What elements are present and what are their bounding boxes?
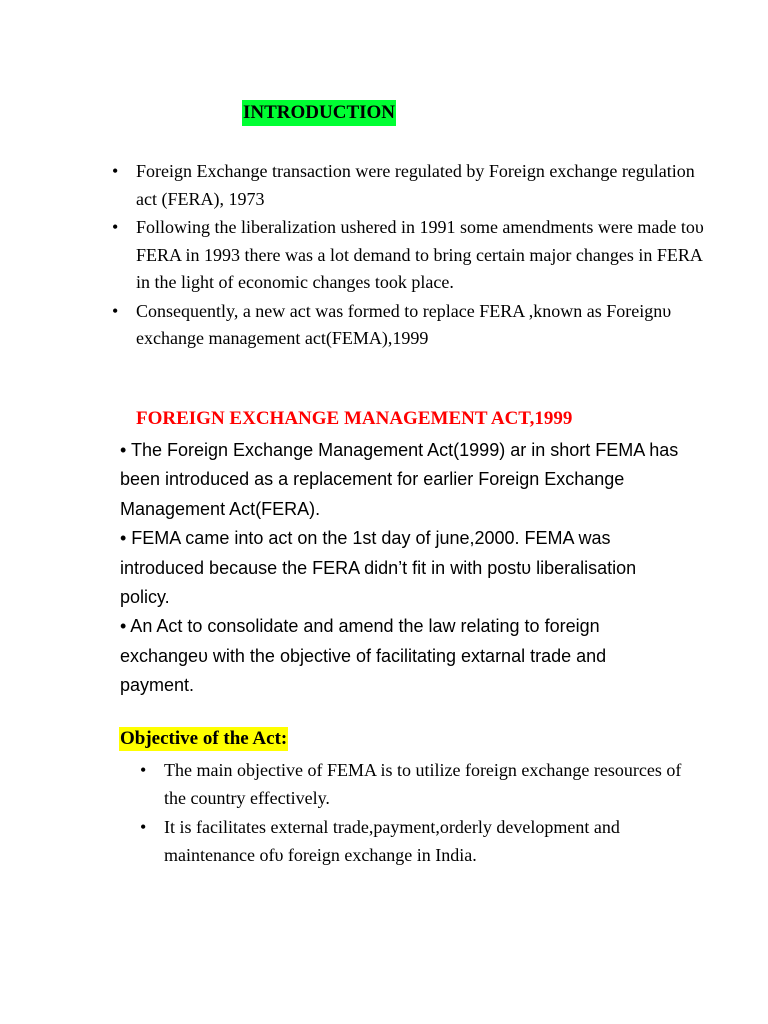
list-item: [108, 298, 708, 353]
fema-heading: FOREIGN EXCHANGE MANAGEMENT ACT,1999: [136, 408, 573, 429]
list-item-text: It is facilitates external trade,payment,orderly development and maintenance ofυ foreign exchange in India.: [164, 817, 620, 865]
bullet-icon: •: [112, 300, 119, 321]
fema-body: [120, 436, 680, 701]
fema-paragraph: • An Act to consolidate and amend the law relating to foreign exchangeυ with the objective of facilitating extarnal trade and payment.: [120, 616, 607, 696]
introduction-list: [108, 158, 708, 354]
list-item: [136, 756, 696, 812]
bullet-icon: •: [112, 217, 119, 237]
bullet-icon: •: [140, 760, 147, 780]
objective-list: [136, 756, 696, 870]
list-item: [108, 158, 708, 213]
list-item-text: The main objective of FEMA is to utilize foreign exchange resources of the country effectively.: [164, 760, 682, 808]
list-item: [136, 813, 696, 869]
list-item-text: Following the liberalization ushered in 1991 some amendments were made toυ FERA in 1993 there was a lot demand to bring certain major changes in FERA in the light of economic changes took place.: [136, 217, 704, 292]
introduction-heading: INTRODUCTION: [242, 100, 396, 126]
objective-heading: Objective of the Act:: [120, 728, 288, 749]
fema-paragraph: • The Foreign Exchange Management Act(1999) ar in short FEMA has been introduced as a replacement for earlier Foreign Exchange Management Act(FERA).: [120, 440, 679, 519]
list-item: [108, 214, 708, 297]
bullet-icon: •: [112, 161, 119, 181]
list-item-text: Consequently, a new act was formed to replace FERA ,known as Foreignυ exchange management act(FEMA),1999: [136, 300, 672, 348]
bullet-icon: •: [140, 817, 147, 837]
fema-paragraph: • FEMA came into act on the 1st day of june,2000. FEMA was introduced because the FERA didn’t fit in with postυ liberalisation policy.: [120, 528, 637, 608]
list-item-text: Foreign Exchange transaction were regulated by Foreign exchange regulation act (FERA), 1973: [136, 161, 695, 209]
